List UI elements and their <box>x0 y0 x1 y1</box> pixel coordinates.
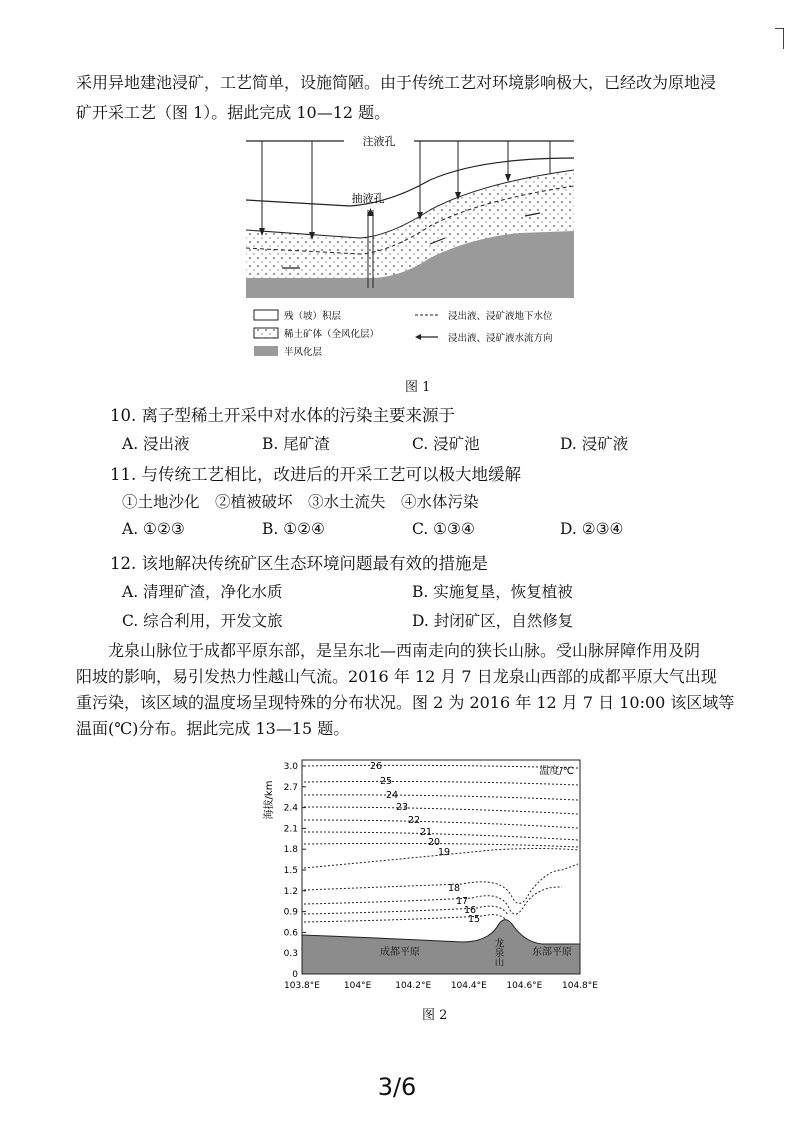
y-tick-label: 0.3 <box>283 949 298 960</box>
figure-2-isotherm-chart <box>262 752 612 997</box>
x-tick-label: 103.8°E <box>284 981 320 991</box>
iso-label-23: 23 <box>396 802 409 813</box>
y-tick-label: 0 <box>292 970 298 980</box>
question-10-stem: 10. 离子型稀土开采中对水体的污染主要来源于 <box>110 406 455 425</box>
east-plain-label: 东部平原 <box>532 947 572 958</box>
q10-option-c: C. 浸矿池 <box>412 435 480 453</box>
pump-hole-label: 抽液孔 <box>351 192 385 205</box>
y-tick-label: 2.1 <box>283 824 298 835</box>
y-tick-label: 1.2 <box>283 886 298 897</box>
figure-1-legend <box>254 310 553 358</box>
y-tick-label: 0.9 <box>283 907 298 918</box>
iso-label-25: 25 <box>380 776 393 787</box>
intro2-line1: 龙泉山脉位于成都平原东部，是呈东北—西南走向的狭长山脉。受山脉屏障作用及阴 <box>108 641 701 660</box>
q12-option-d: D. 封闭矿区，自然修复 <box>412 612 574 630</box>
q12-option-b: B. 实施复垦，恢复植被 <box>412 583 573 601</box>
q12-option-c: C. 综合利用，开发文旅 <box>122 612 283 630</box>
legend-water-table: 浸出液、浸矿液地下水位 <box>448 311 553 322</box>
iso-label-19: 19 <box>438 847 451 858</box>
iso-label-17: 17 <box>456 896 469 907</box>
q11-option-d: D. ②③④ <box>560 520 624 538</box>
q11-option-b: B. ①②④ <box>262 520 325 538</box>
intro-passage-1 <box>76 70 766 126</box>
iso-label-15: 15 <box>468 914 481 925</box>
y-tick-label: 2.4 <box>283 803 298 814</box>
iso-label-18: 18 <box>448 883 461 894</box>
iso-label-16: 16 <box>464 905 477 916</box>
legend-residual-layer: 残（坡）积层 <box>284 311 342 322</box>
iso-label-24: 24 <box>386 790 399 801</box>
chengdu-plain-label: 成都平原 <box>380 947 420 958</box>
iso-label-20: 20 <box>428 837 441 848</box>
temperature-unit-label: 温度/℃ <box>539 766 574 777</box>
legend-semi-weathered: 半风化层 <box>284 347 323 358</box>
intro-passage-2 <box>76 638 766 742</box>
intro2-line2: 阳坡的影响，易引发热力性越山气流。2016 年 12 月 7 日龙泉山西部的成都平原大气出现 <box>76 667 717 686</box>
question-11-stem: 11. 与传统工艺相比，改进后的开采工艺可以极大地缓解 <box>110 465 521 484</box>
iso-label-26: 26 <box>370 761 383 772</box>
x-tick-label: 104.8°E <box>562 981 598 991</box>
y-tick-label: 2.7 <box>283 782 298 793</box>
q12-option-a: A. 清理矿渣，净化水质 <box>122 583 283 601</box>
y-tick-label: 1.8 <box>283 845 298 856</box>
iso-label-22: 22 <box>408 815 421 826</box>
injection-hole-label: 注液孔 <box>362 135 396 148</box>
q10-option-a: A. 浸出液 <box>122 435 190 453</box>
intro1-line1: 采用异地建池浸矿，工艺简单，设施简陋。由于传统工艺对环境影响极大，已经改为原地浸 <box>76 73 717 92</box>
q11-option-c: C. ①③④ <box>412 520 475 538</box>
q10-option-b: B. 尾矿渣 <box>262 435 330 453</box>
legend-ore-body: 稀土矿体（全风化层） <box>284 329 380 340</box>
q11-items: ①土地沙化 ②植被破坏 ③水土流失 ④水体污染 <box>122 493 479 511</box>
page-number: 3/6 <box>377 1073 417 1101</box>
page-corner-mark <box>775 28 784 49</box>
x-tick-label: 104°E <box>343 981 372 991</box>
intro2-line3: 重污染，该区域的温度场呈现特殊的分布状况。图 2 为 2016 年 12 月 7 日 10:00 该区域等 <box>76 693 735 712</box>
question-12-stem: 12. 该地解决传统矿区生态环境问题最有效的措施是 <box>110 554 488 573</box>
x-tick-label: 104.2°E <box>395 981 432 991</box>
figure-1-caption: 图 1 <box>405 380 431 395</box>
q10-option-d: D. 浸矿液 <box>560 435 629 453</box>
q11-option-a: A. ①②③ <box>122 520 185 538</box>
y-axis-label: 海拔/km <box>264 780 275 820</box>
x-tick-label: 104.6°E <box>506 981 543 991</box>
legend-flow-direction: 浸出液、浸矿液水流方向 <box>448 333 553 344</box>
y-tick-label: 1.5 <box>283 866 298 876</box>
y-tick-label: 3.0 <box>283 762 298 772</box>
longquan-mountain-label: 龙泉山 <box>492 938 504 967</box>
x-tick-label: 104.4°E <box>450 981 487 991</box>
intro1-line2: 矿开采工艺（图 1）。据此完成 10—12 题。 <box>76 103 391 122</box>
figure-2-caption: 图 2 <box>422 1008 448 1023</box>
iso-label-21: 21 <box>420 827 433 838</box>
intro2-line4: 温面(℃)分布。据此完成 13—15 题。 <box>76 719 350 738</box>
figure-1-mining-diagram <box>240 128 580 368</box>
y-tick-label: 0.6 <box>283 928 298 939</box>
